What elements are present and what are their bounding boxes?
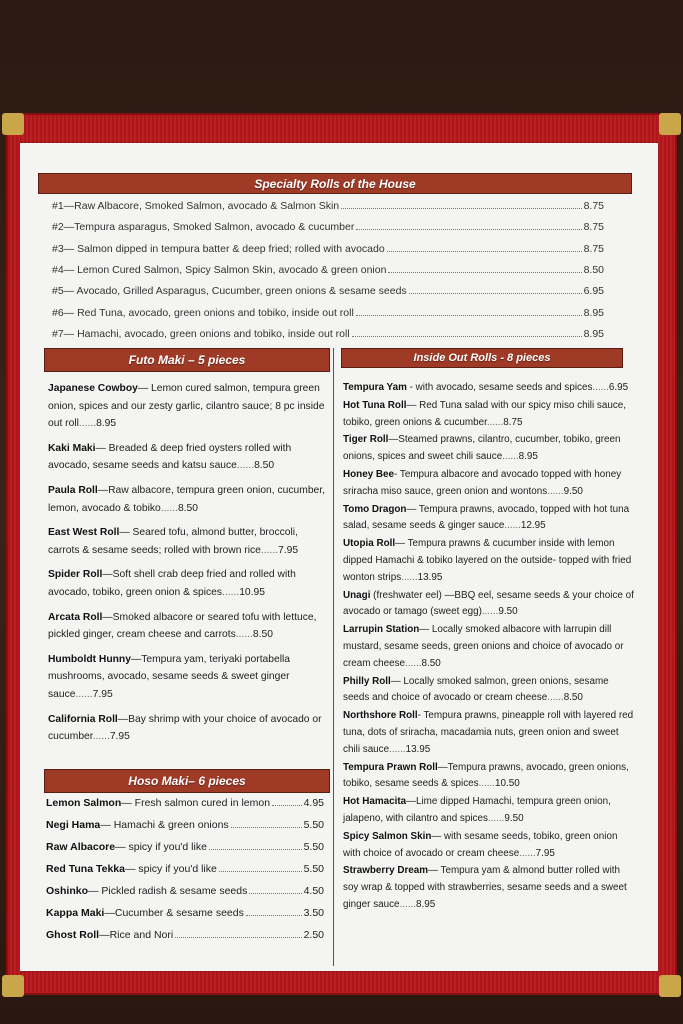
- menu-item-name: Tomo Dragon: [343, 503, 407, 515]
- specialty-item-text: #7— Hamachi, avocado, green onions and tobiko, inside out roll: [52, 327, 350, 340]
- futo-title: Futo Maki – 5 pieces: [128, 353, 246, 367]
- dot-leader: ......: [235, 629, 253, 641]
- menu-item-name: Hot Tuna Roll: [343, 399, 407, 411]
- specialty-item-price: 8.95: [583, 327, 604, 340]
- menu-item-desc: - Tempura prawns, pineapple roll with layered red tuna, dots of sriracha, macadamia nuts, green onion and sweet chili sauce: [343, 710, 634, 755]
- specialty-item-price: 8.95: [583, 306, 604, 319]
- menu-item-name: Honey Bee: [343, 468, 395, 480]
- frame-corner-top-right: [659, 113, 681, 135]
- dot-leader: [356, 307, 582, 316]
- menu-item-name: Humboldt Hunny: [48, 653, 131, 665]
- menu-item-price: 9.50: [504, 812, 524, 824]
- futo-list: [48, 380, 328, 753]
- menu-item-desc: —Tempura yam, teriyaki portabella mushrooms, avocado, sesame seeds & sweet ginger sauce: [48, 653, 291, 700]
- dot-leader: [388, 264, 581, 273]
- menu-item-desc: —Cucumber & sesame seeds: [104, 907, 244, 919]
- dot-leader: ......: [222, 586, 240, 598]
- menu-item: [343, 760, 635, 794]
- menu-item-name: Spider Roll: [48, 569, 103, 581]
- menu-item-desc: — with sesame seeds, tobiko, green onion with choice of avocado or cream cheese: [343, 830, 618, 859]
- menu-item-name: Kaki Maki: [48, 442, 96, 454]
- menu-item: [48, 651, 328, 704]
- dot-leader: [246, 907, 302, 916]
- menu-item-name: Kappa Maki: [46, 907, 105, 919]
- menu-item-name: Lemon Salmon: [46, 797, 122, 809]
- menu-item-desc: — Tempura prawns & cucumber inside with lemon dipped Hamachi & tobiko layered on the outside- topped with fried wonton strips: [343, 538, 632, 583]
- menu-item-price: 10.50: [495, 778, 520, 790]
- menu-item-price: 8.95: [416, 898, 436, 910]
- specialty-item: [52, 307, 604, 319]
- menu-item-price: 8.95: [518, 451, 538, 463]
- dot-leader: ......: [78, 418, 97, 430]
- dot-leader: ......: [75, 688, 93, 700]
- dot-leader: ......: [487, 812, 505, 824]
- menu-item-desc: — Hamachi & green onions: [100, 819, 229, 831]
- menu-item-price: 9.50: [563, 485, 583, 497]
- dot-leader: ......: [389, 743, 406, 755]
- futo-banner: [44, 348, 330, 372]
- insideout-list: [343, 380, 635, 915]
- menu-item-price: 8.75: [503, 416, 523, 428]
- menu-item-name: California Roll: [48, 713, 118, 725]
- menu-item-price: 4.95: [303, 797, 324, 809]
- hoso-item: [46, 885, 324, 897]
- dot-leader: [409, 285, 582, 294]
- menu-item: [343, 588, 635, 622]
- menu-item-name: East West Roll: [48, 527, 120, 539]
- menu-item: [343, 863, 635, 913]
- menu-item-name: Tiger Roll: [343, 434, 389, 446]
- specialty-item: [52, 200, 604, 212]
- dot-leader: ......: [502, 451, 519, 463]
- specialty-item-text: #4— Lemon Cured Salmon, Spicy Salmon Skin, avocado & green onion: [52, 263, 387, 276]
- menu-item: [48, 482, 328, 517]
- dot-leader: [341, 200, 581, 209]
- menu-item-name: Strawberry Dream: [343, 865, 429, 877]
- specialty-item: [52, 243, 604, 255]
- hoso-banner: [44, 769, 330, 793]
- menu-item-name: Negi Hama: [46, 819, 101, 831]
- menu-item-desc: — Tempura yam & almond butter rolled with soy wrap & topped with strawberries, sesame seeds and a sweet ginger sauce: [343, 865, 627, 910]
- menu-item-price: 7.95: [109, 731, 130, 743]
- menu-item-desc: — Locally smoked salmon, green onions, sesame seeds and choice of avocado or cream cheese: [343, 675, 609, 704]
- menu-item: [343, 622, 635, 672]
- hoso-item: [46, 819, 324, 831]
- dot-leader: [209, 841, 302, 850]
- menu-item-price: 3.50: [303, 907, 324, 919]
- dot-leader: ......: [160, 502, 178, 514]
- insideout-banner: [341, 348, 623, 368]
- dot-leader: ......: [236, 460, 255, 472]
- menu-item-name: Tempura Prawn Roll: [343, 761, 438, 773]
- menu-item-desc: —Smoked albacore or seared tofu with lettuce, pickled ginger, cream cheese and carrots: [48, 611, 317, 641]
- specialty-item-price: 8.75: [583, 200, 604, 212]
- menu-item-name: Unagi: [343, 589, 371, 601]
- hoso-item: [46, 863, 324, 875]
- menu-item-price: 13.95: [405, 743, 431, 755]
- menu-item-name: Spicy Salmon Skin: [343, 830, 432, 842]
- menu-item-desc: — Breaded & deep fried oysters rolled with avocado, sesame seeds and katsu sauce: [48, 442, 292, 472]
- menu-item: [343, 380, 635, 397]
- menu-item-desc: — Tempura prawns, avocado, topped with hot tuna salad, sesame seeds & ginger sauce: [343, 503, 630, 532]
- dot-leader: [219, 863, 302, 872]
- menu-item-name: Utopia Roll: [343, 538, 396, 550]
- menu-item: [343, 794, 635, 828]
- dot-leader: ......: [399, 898, 417, 910]
- menu-item: [343, 432, 635, 466]
- specialty-item-price: 8.50: [583, 263, 604, 276]
- dot-leader: ......: [519, 847, 536, 859]
- menu-item: [343, 467, 635, 501]
- menu-item-price: 8.50: [421, 657, 441, 669]
- menu-item-price: 8.50: [563, 692, 583, 704]
- menu-item-desc: —Lime dipped Hamachi, tempura green onion, jalapeno, with cilantro and spices: [343, 796, 611, 824]
- specialty-item-price: 8.75: [583, 242, 604, 255]
- menu-item-name: Northshore Roll: [343, 710, 418, 722]
- specialty-item: [52, 264, 604, 276]
- menu-item: [343, 536, 635, 586]
- hoso-item: [46, 929, 324, 941]
- hoso-title: Hoso Maki– 6 pieces: [128, 774, 246, 788]
- menu-item-desc: — Seared tofu, almond butter, broccoli, carrots & sesame seeds; rolled with brown rice: [48, 527, 298, 556]
- menu-item-price: 7.95: [278, 544, 299, 556]
- dot-leader: ......: [92, 731, 110, 743]
- hoso-item: [46, 907, 324, 919]
- menu-item-desc: — Pickled radish & sesame seeds: [88, 885, 248, 897]
- dot-leader: ......: [401, 571, 418, 583]
- menu-item-price: 7.95: [535, 847, 555, 859]
- dot-leader: [387, 243, 582, 252]
- menu-item-price: 7.95: [92, 688, 113, 700]
- frame-corner-top-left: [2, 113, 24, 135]
- menu-item-desc: —Bay shrimp with your choice of avocado or cucumber: [48, 713, 322, 743]
- menu-item-name: Oshinko: [46, 885, 89, 897]
- menu-item-price: 8.95: [96, 418, 117, 430]
- menu-item-price: 5.50: [303, 819, 324, 831]
- menu-item: [343, 502, 635, 536]
- frame-corner-bottom-right: [659, 975, 681, 997]
- menu-item-price: 13.95: [417, 571, 443, 583]
- menu-item: [48, 440, 328, 475]
- dot-leader: [272, 797, 301, 806]
- menu-item-price: 8.50: [177, 502, 198, 514]
- menu-item-price: 4.50: [303, 885, 324, 897]
- specialty-item-price: 8.75: [583, 221, 604, 234]
- specialty-item: [52, 221, 604, 233]
- dot-leader: [231, 819, 302, 828]
- menu-item-price: 10.95: [239, 586, 265, 598]
- menu-item-desc: - with avocado, sesame seeds and spices: [406, 382, 593, 393]
- menu-item-price: 5.50: [303, 863, 324, 875]
- specialty-item-text: #1—Raw Albacore, Smoked Salmon, avocado & Salmon Skin: [52, 200, 340, 212]
- specialty-item: [52, 285, 604, 297]
- menu-item-desc: (freshwater eel) —BBQ eel, sesame seeds & your choice of avocado or tamago (sweet egg): [343, 589, 634, 618]
- hoso-item: [46, 797, 324, 809]
- menu-item-price: 12.95: [520, 520, 546, 532]
- specialty-banner: [38, 173, 632, 194]
- dot-leader: ......: [592, 382, 609, 393]
- menu-item-price: 8.50: [254, 460, 275, 472]
- menu-item: [48, 566, 328, 601]
- dot-leader: [249, 885, 301, 894]
- menu-item-desc: —Steamed prawns, cilantro, cucumber, tobiko, green onions, spices and sweet chili sauce: [343, 434, 621, 463]
- menu-item-desc: —Soft shell crab deep fried and rolled with avocado, tobiko, green onion & spices: [48, 569, 296, 598]
- menu-item-name: Larrupin Station: [343, 624, 420, 636]
- dot-leader: ......: [547, 485, 564, 497]
- dot-leader: ......: [486, 416, 504, 428]
- specialty-item-text: #3— Salmon dipped in tempura batter & deep fried; rolled with avocado: [52, 242, 385, 255]
- menu-item-name: Red Tuna Tekka: [46, 863, 125, 875]
- menu-item-price: 5.50: [303, 841, 324, 853]
- menu-item-desc: — Lemon cured salmon, tempura green onion, spices and our zesty garlic, cilantro sauce; 8 pc inside out roll: [48, 383, 325, 430]
- menu-item: [48, 711, 328, 746]
- menu-item: [343, 708, 635, 758]
- frame-corner-bottom-left: [2, 975, 24, 997]
- column-divider: [333, 348, 334, 966]
- menu-item-price: 8.50: [252, 629, 273, 641]
- insideout-title: Inside Out Rolls - 8 pieces: [413, 352, 551, 364]
- menu-item: [343, 398, 635, 432]
- menu-item: [48, 524, 328, 559]
- menu-item-name: Tempura Yam: [343, 382, 407, 393]
- menu-item-price: 2.50: [303, 929, 324, 941]
- menu-item: [48, 609, 328, 644]
- dot-leader: [352, 328, 582, 337]
- dot-leader: ......: [481, 606, 499, 618]
- menu-item-desc: — Locally smoked albacore with larrupin dill mustard, sesame seeds, green onions and choice of avocado or cream cheese: [343, 624, 624, 669]
- dot-leader: [356, 221, 581, 230]
- menu-item-desc: — Red Tuna salad with our spicy miso chili sauce, tobiko, green onions & cucumber: [343, 399, 626, 428]
- menu-item-price: 9.50: [498, 606, 518, 618]
- specialty-item-price: 6.95: [583, 285, 604, 298]
- menu-item: [48, 380, 328, 433]
- menu-item-desc: — spicy if you'd like: [115, 841, 207, 853]
- menu-item: [343, 829, 635, 863]
- menu-item-name: Philly Roll: [343, 675, 391, 687]
- hoso-item: [46, 841, 324, 853]
- dot-leader: ......: [260, 544, 279, 556]
- menu-item-name: Paula Roll: [48, 484, 98, 496]
- dot-leader: ......: [504, 520, 521, 532]
- dot-leader: ......: [547, 692, 564, 704]
- menu-item-desc: —Rice and Nori: [99, 929, 174, 941]
- specialty-item-text: #5— Avocado, Grilled Asparagus, Cucumber, green onions & sesame seeds: [52, 285, 407, 298]
- menu-item-name: Japanese Cowboy: [48, 383, 138, 394]
- specialty-item-text: #6— Red Tuna, avocado, green onions and tobiko, inside out roll: [52, 306, 354, 319]
- menu-item: [343, 674, 635, 708]
- menu-item-desc: — spicy if you'd like: [124, 863, 217, 875]
- dot-leader: ......: [478, 778, 496, 790]
- menu-item-desc: - Tempura albacore and avocado topped with honey sriracha miso sauce, green onion and wontons: [343, 468, 622, 497]
- menu-item-desc: —Tempura prawns, avocado, green onions, tobiko, sesame seeds & spices: [343, 761, 629, 790]
- specialty-item-text: #2—Tempura asparagus, Smoked Salmon, avocado & cucumber: [52, 221, 355, 234]
- menu-item-name: Arcata Roll: [48, 611, 103, 623]
- dot-leader: ......: [405, 657, 422, 669]
- menu-item-desc: — Fresh salmon cured in lemon: [121, 797, 271, 809]
- menu-item-name: Ghost Roll: [46, 929, 100, 941]
- menu-item-name: Raw Albacore: [46, 841, 116, 853]
- specialty-title: Specialty Rolls of the House: [254, 177, 416, 191]
- dot-leader: [175, 929, 301, 938]
- menu-item-price: 6.95: [608, 382, 629, 393]
- specialty-item: [52, 328, 604, 340]
- menu-item-name: Hot Hamacita: [343, 796, 407, 808]
- menu-item-desc: —Raw albacore, tempura green onion, cucumber, lemon, avocado & tobiko: [48, 484, 326, 514]
